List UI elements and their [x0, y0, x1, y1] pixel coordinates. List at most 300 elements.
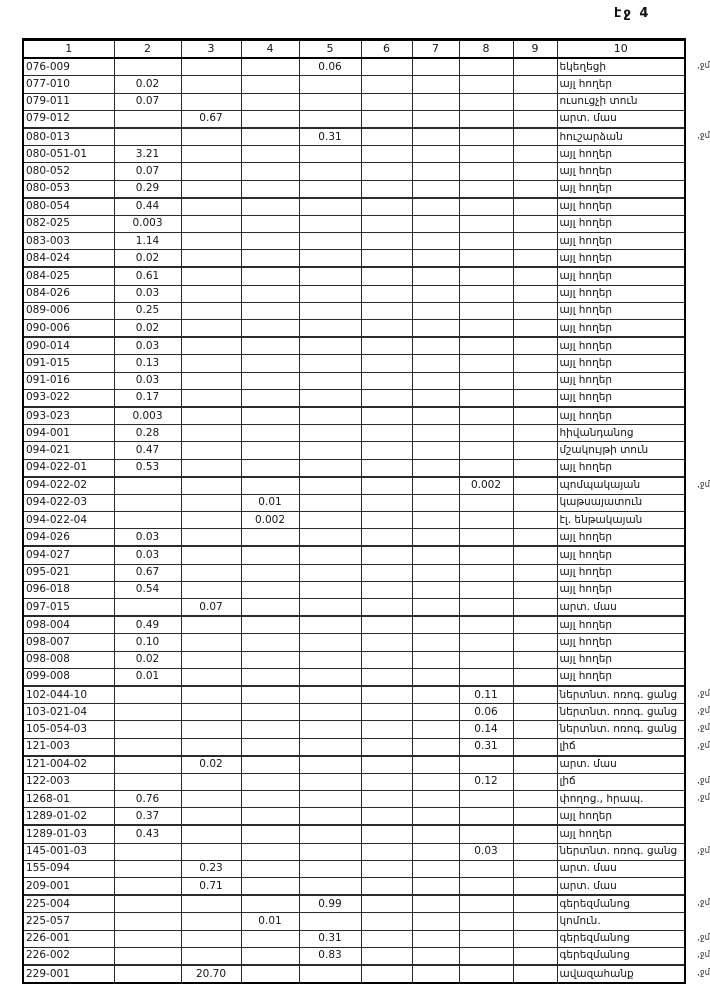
area-value-cell: [299, 808, 361, 826]
land-use-text: այլ հողեր: [559, 147, 613, 160]
area-value-cell: [241, 843, 299, 860]
area-value-cell: 0.71: [181, 878, 241, 896]
area-value-cell: [181, 825, 241, 843]
table-row: [23, 564, 685, 581]
area-value-cell: [513, 634, 557, 651]
area-value-cell: [241, 686, 299, 704]
marginal-note: ,ջմ: [697, 723, 710, 734]
area-value-cell: [459, 494, 513, 511]
area-value-cell: [241, 180, 299, 198]
parcel-code-cell: 080-053: [23, 180, 114, 198]
table-row: [23, 738, 685, 756]
area-value-cell: [361, 913, 412, 930]
area-value-cell: [361, 128, 412, 146]
area-value-cell: [459, 878, 513, 896]
area-value-cell: [459, 233, 513, 250]
marginal-note: ,ջմ: [697, 898, 710, 909]
land-use-text: արտ. մաս: [559, 600, 617, 613]
area-value-cell: [513, 250, 557, 268]
table-row: [23, 878, 685, 896]
land-use-text: ավազահանք: [559, 967, 634, 980]
area-value-cell: [361, 773, 412, 790]
area-value-cell: [241, 250, 299, 268]
area-value-cell: [114, 913, 181, 930]
parcel-code-cell: 225-057: [23, 913, 114, 930]
column-header: 6: [361, 40, 412, 59]
area-value-cell: 0.37: [114, 808, 181, 826]
area-value-cell: [412, 302, 459, 319]
land-use-cell: [557, 425, 685, 442]
land-use-text: եկեղեցի: [559, 60, 607, 73]
area-value-cell: [361, 425, 412, 442]
land-use-cell: [557, 599, 685, 617]
land-use-text: այլ հողեր: [559, 77, 613, 90]
area-value-cell: [412, 895, 459, 913]
area-value-cell: 0.003: [114, 407, 181, 425]
land-use-text: պոմպակայան: [559, 479, 641, 492]
area-value-cell: 0.03: [114, 546, 181, 564]
area-value-cell: [114, 128, 181, 146]
area-value-cell: [459, 389, 513, 407]
area-value-cell: [513, 372, 557, 389]
area-value-cell: [181, 233, 241, 250]
parcel-code-cell: 080-054: [23, 198, 114, 216]
area-value-cell: [299, 372, 361, 389]
area-value-cell: [181, 407, 241, 425]
area-value-cell: 0.17: [114, 389, 181, 407]
area-value-cell: [299, 686, 361, 704]
area-value-cell: [241, 581, 299, 598]
area-value-cell: [361, 250, 412, 268]
parcel-code-cell: 1289-01-03: [23, 825, 114, 843]
land-use-cell: [557, 285, 685, 302]
area-value-cell: [181, 581, 241, 598]
area-value-cell: [412, 721, 459, 738]
area-value-cell: [412, 564, 459, 581]
area-value-cell: 0.002: [241, 512, 299, 529]
area-value-cell: 0.47: [114, 442, 181, 459]
area-value-cell: [513, 529, 557, 547]
area-value-cell: [361, 825, 412, 843]
land-use-text: այլ հողեր: [559, 635, 613, 648]
area-value-cell: [459, 791, 513, 808]
land-use-text: ուսուցչի տուն: [559, 95, 638, 108]
area-value-cell: [299, 110, 361, 128]
area-value-cell: [114, 110, 181, 128]
area-value-cell: [299, 756, 361, 774]
area-value-cell: [241, 616, 299, 634]
parcel-code-cell: 098-008: [23, 651, 114, 668]
area-value-cell: [412, 947, 459, 965]
area-value-cell: [181, 773, 241, 790]
area-value-cell: [459, 895, 513, 913]
land-use-cell: [557, 878, 685, 896]
land-use-text: այլ հողեր: [559, 566, 613, 579]
table-header: [23, 40, 685, 59]
column-header: 7: [412, 40, 459, 59]
area-value-cell: [241, 442, 299, 459]
area-value-cell: [459, 913, 513, 930]
table-row: [23, 947, 685, 965]
area-value-cell: [412, 337, 459, 355]
area-value-cell: [241, 529, 299, 547]
land-use-cell: [557, 198, 685, 216]
area-value-cell: [459, 529, 513, 547]
area-value-cell: [241, 564, 299, 581]
area-value-cell: [459, 808, 513, 826]
area-value-cell: [299, 76, 361, 93]
area-value-cell: [361, 146, 412, 163]
area-value-cell: [181, 320, 241, 338]
table-row: [23, 477, 685, 495]
area-value-cell: [412, 668, 459, 686]
area-value-cell: 0.01: [241, 913, 299, 930]
area-value-cell: [181, 651, 241, 668]
parcel-code-cell: 099-008: [23, 668, 114, 686]
area-value-cell: [181, 355, 241, 372]
parcel-code-cell: 080-052: [23, 163, 114, 180]
area-value-cell: [459, 180, 513, 198]
land-use-cell: [557, 564, 685, 581]
area-value-cell: [513, 913, 557, 930]
parcel-code-cell: 090-006: [23, 320, 114, 338]
land-use-cell: [557, 773, 710, 790]
area-value-cell: [299, 704, 361, 721]
area-value-cell: [361, 721, 412, 738]
area-value-cell: [412, 425, 459, 442]
area-value-cell: [459, 930, 513, 947]
area-value-cell: [241, 599, 299, 617]
land-use-text: այլ հողեր: [559, 339, 613, 352]
table-row: [23, 337, 685, 355]
area-value-cell: [459, 215, 513, 232]
table-row: [23, 668, 685, 686]
table-row: [23, 512, 685, 529]
area-value-cell: [459, 372, 513, 389]
area-value-cell: [114, 512, 181, 529]
area-value-cell: 0.02: [114, 250, 181, 268]
land-use-text: այլ հողեր: [559, 409, 613, 422]
area-value-cell: 0.01: [114, 668, 181, 686]
table-row: [23, 459, 685, 477]
area-value-cell: [241, 704, 299, 721]
area-value-cell: [241, 756, 299, 774]
area-value-cell: [181, 947, 241, 965]
area-value-cell: [513, 843, 557, 860]
parcel-code-cell: 094-022-01: [23, 459, 114, 477]
area-value-cell: 0.02: [114, 651, 181, 668]
table-row: [23, 442, 685, 459]
table-row: [23, 546, 685, 564]
land-use-cell: [557, 407, 685, 425]
table-row: [23, 198, 685, 216]
land-use-text: այլ հողեր: [559, 217, 613, 230]
land-use-cell: [557, 965, 710, 983]
area-value-cell: [361, 686, 412, 704]
area-value-cell: [513, 355, 557, 372]
land-use-cell: [557, 110, 685, 128]
parcel-code-cell: 145-001-03: [23, 843, 114, 860]
area-value-cell: [241, 425, 299, 442]
table-row: [23, 215, 685, 232]
parcel-code-cell: 095-021: [23, 564, 114, 581]
area-value-cell: [412, 843, 459, 860]
area-value-cell: [299, 233, 361, 250]
area-value-cell: [361, 651, 412, 668]
page-number-label: էջ 4: [614, 6, 651, 21]
area-value-cell: [181, 564, 241, 581]
area-value-cell: [513, 616, 557, 634]
area-value-cell: [513, 860, 557, 877]
area-value-cell: [412, 546, 459, 564]
land-use-text: գերեզմանոց: [559, 949, 630, 962]
area-value-cell: [181, 634, 241, 651]
land-use-cell: [557, 843, 710, 860]
area-value-cell: [299, 355, 361, 372]
land-use-cell: [557, 791, 710, 808]
area-value-cell: 0.03: [114, 337, 181, 355]
area-value-cell: [299, 285, 361, 302]
area-value-cell: [361, 93, 412, 110]
land-use-cell: [557, 634, 685, 651]
area-value-cell: [241, 389, 299, 407]
land-use-cell: [557, 808, 685, 826]
area-value-cell: [361, 808, 412, 826]
land-use-cell: [557, 529, 685, 547]
table-row: [23, 686, 685, 704]
area-value-cell: [459, 425, 513, 442]
area-value-cell: [459, 128, 513, 146]
area-value-cell: 0.83: [299, 947, 361, 965]
area-value-cell: [459, 564, 513, 581]
land-use-text: այլ հողեր: [559, 200, 613, 213]
area-value-cell: [181, 442, 241, 459]
area-value-cell: [114, 58, 181, 76]
area-value-cell: [181, 146, 241, 163]
land-use-cell: [557, 459, 685, 477]
area-value-cell: [181, 512, 241, 529]
land-use-text: լիճ: [559, 775, 576, 788]
area-value-cell: [412, 215, 459, 232]
table-row: [23, 913, 685, 930]
area-value-cell: 0.11: [459, 686, 513, 704]
area-value-cell: 0.31: [299, 930, 361, 947]
area-value-cell: [241, 721, 299, 738]
area-value-cell: [513, 808, 557, 826]
area-value-cell: 0.44: [114, 198, 181, 216]
land-use-cell: [557, 686, 710, 704]
column-header: 5: [299, 40, 361, 59]
land-use-text: այլ հողեր: [559, 164, 613, 177]
area-value-cell: [513, 825, 557, 843]
area-value-cell: [361, 285, 412, 302]
area-value-cell: [412, 825, 459, 843]
land-use-cell: [557, 442, 685, 459]
table-row: [23, 756, 685, 774]
area-value-cell: [412, 355, 459, 372]
area-value-cell: [459, 198, 513, 216]
area-value-cell: [412, 599, 459, 617]
table-row: [23, 180, 685, 198]
area-value-cell: [181, 128, 241, 146]
area-value-cell: [412, 791, 459, 808]
area-value-cell: [513, 477, 557, 495]
area-value-cell: [459, 599, 513, 617]
area-value-cell: [412, 477, 459, 495]
area-value-cell: [513, 878, 557, 896]
area-value-cell: [361, 372, 412, 389]
parcel-code-cell: 121-004-02: [23, 756, 114, 774]
area-value-cell: [299, 651, 361, 668]
parcel-code-cell: 094-021: [23, 442, 114, 459]
land-use-text: այլ հողեր: [559, 234, 613, 247]
area-value-cell: [299, 738, 361, 756]
area-value-cell: [361, 477, 412, 495]
land-use-text: այլ հողեր: [559, 287, 613, 300]
area-value-cell: [412, 320, 459, 338]
area-value-cell: [361, 494, 412, 511]
land-use-text: ներտնտ. ոռոգ. ցանց: [559, 705, 678, 718]
marginal-note: ,ջմ: [697, 61, 710, 72]
table-row: [23, 285, 685, 302]
table-row: [23, 895, 685, 913]
area-value-cell: [361, 704, 412, 721]
area-value-cell: [114, 686, 181, 704]
area-value-cell: [412, 250, 459, 268]
area-value-cell: [181, 198, 241, 216]
area-value-cell: [299, 878, 361, 896]
area-value-cell: [181, 459, 241, 477]
area-value-cell: 0.49: [114, 616, 181, 634]
area-value-cell: [299, 302, 361, 319]
area-value-cell: [412, 58, 459, 76]
area-value-cell: [412, 76, 459, 93]
area-value-cell: [513, 233, 557, 250]
table-row: [23, 860, 685, 877]
land-use-text: այլ հողեր: [559, 670, 613, 683]
area-value-cell: [361, 930, 412, 947]
area-value-cell: [412, 512, 459, 529]
area-value-cell: [361, 355, 412, 372]
area-value-cell: [241, 128, 299, 146]
area-value-cell: [412, 529, 459, 547]
area-value-cell: [361, 389, 412, 407]
table-row: [23, 128, 685, 146]
area-value-cell: [114, 773, 181, 790]
area-value-cell: 0.99: [299, 895, 361, 913]
area-value-cell: [241, 459, 299, 477]
area-value-cell: [459, 634, 513, 651]
parcel-code-cell: 090-014: [23, 337, 114, 355]
land-use-cell: [557, 267, 685, 285]
area-value-cell: [513, 965, 557, 983]
area-value-cell: [241, 947, 299, 965]
land-use-cell: [557, 947, 710, 965]
area-value-cell: [299, 634, 361, 651]
area-value-cell: [241, 668, 299, 686]
area-value-cell: [114, 947, 181, 965]
table-row: [23, 320, 685, 338]
area-value-cell: [241, 372, 299, 389]
area-value-cell: [181, 250, 241, 268]
parcel-code-cell: 094-022-02: [23, 477, 114, 495]
area-value-cell: [114, 860, 181, 877]
area-value-cell: [412, 372, 459, 389]
area-value-cell: [241, 825, 299, 843]
area-value-cell: [299, 721, 361, 738]
table-row: [23, 372, 685, 389]
column-header: 2: [114, 40, 181, 59]
area-value-cell: [114, 878, 181, 896]
area-value-cell: [181, 76, 241, 93]
column-header: 9: [513, 40, 557, 59]
table-row: [23, 843, 685, 860]
land-use-cell: [557, 389, 685, 407]
parcel-code-cell: 096-018: [23, 581, 114, 598]
parcel-code-cell: 079-012: [23, 110, 114, 128]
land-use-cell: [557, 93, 685, 110]
area-value-cell: [361, 180, 412, 198]
table-row: [23, 599, 685, 617]
area-value-cell: [361, 791, 412, 808]
area-value-cell: [181, 930, 241, 947]
parcel-code-cell: 1268-01: [23, 791, 114, 808]
land-use-cell: [557, 913, 685, 930]
area-value-cell: [412, 581, 459, 598]
land-use-text: այլ հողեր: [559, 530, 613, 543]
area-value-cell: [299, 825, 361, 843]
area-value-cell: 0.14: [459, 721, 513, 738]
area-value-cell: 0.31: [299, 128, 361, 146]
parcel-code-cell: 1289-01-02: [23, 808, 114, 826]
land-use-cell: [557, 58, 710, 76]
land-use-text: այլ հողեր: [559, 828, 613, 841]
table-row: [23, 825, 685, 843]
area-value-cell: [114, 704, 181, 721]
area-value-cell: [513, 76, 557, 93]
area-value-cell: [181, 546, 241, 564]
area-value-cell: [513, 494, 557, 511]
area-value-cell: [361, 110, 412, 128]
area-value-cell: [459, 146, 513, 163]
area-value-cell: [299, 529, 361, 547]
land-use-cell: [557, 302, 685, 319]
land-use-text: այլ հողեր: [559, 653, 613, 666]
land-use-text: հիվանդանոց: [559, 426, 634, 439]
land-use-cell: [557, 860, 685, 877]
area-value-cell: [299, 668, 361, 686]
area-value-cell: [412, 616, 459, 634]
area-value-cell: [513, 599, 557, 617]
land-use-cell: [557, 320, 685, 338]
area-value-cell: [241, 198, 299, 216]
land-use-cell: [557, 616, 685, 634]
area-value-cell: [459, 250, 513, 268]
land-use-cell: [557, 704, 710, 721]
area-value-cell: [459, 93, 513, 110]
area-value-cell: [412, 860, 459, 877]
area-value-cell: 0.003: [114, 215, 181, 232]
land-use-text: արտ. մաս: [559, 862, 617, 875]
land-use-text: արտ. մաս: [559, 112, 617, 125]
area-value-cell: [299, 860, 361, 877]
parcel-code-cell: 094-022-03: [23, 494, 114, 511]
table-row: [23, 267, 685, 285]
table-row: [23, 581, 685, 598]
parcel-code-cell: 080-013: [23, 128, 114, 146]
area-value-cell: [299, 843, 361, 860]
area-value-cell: [412, 878, 459, 896]
